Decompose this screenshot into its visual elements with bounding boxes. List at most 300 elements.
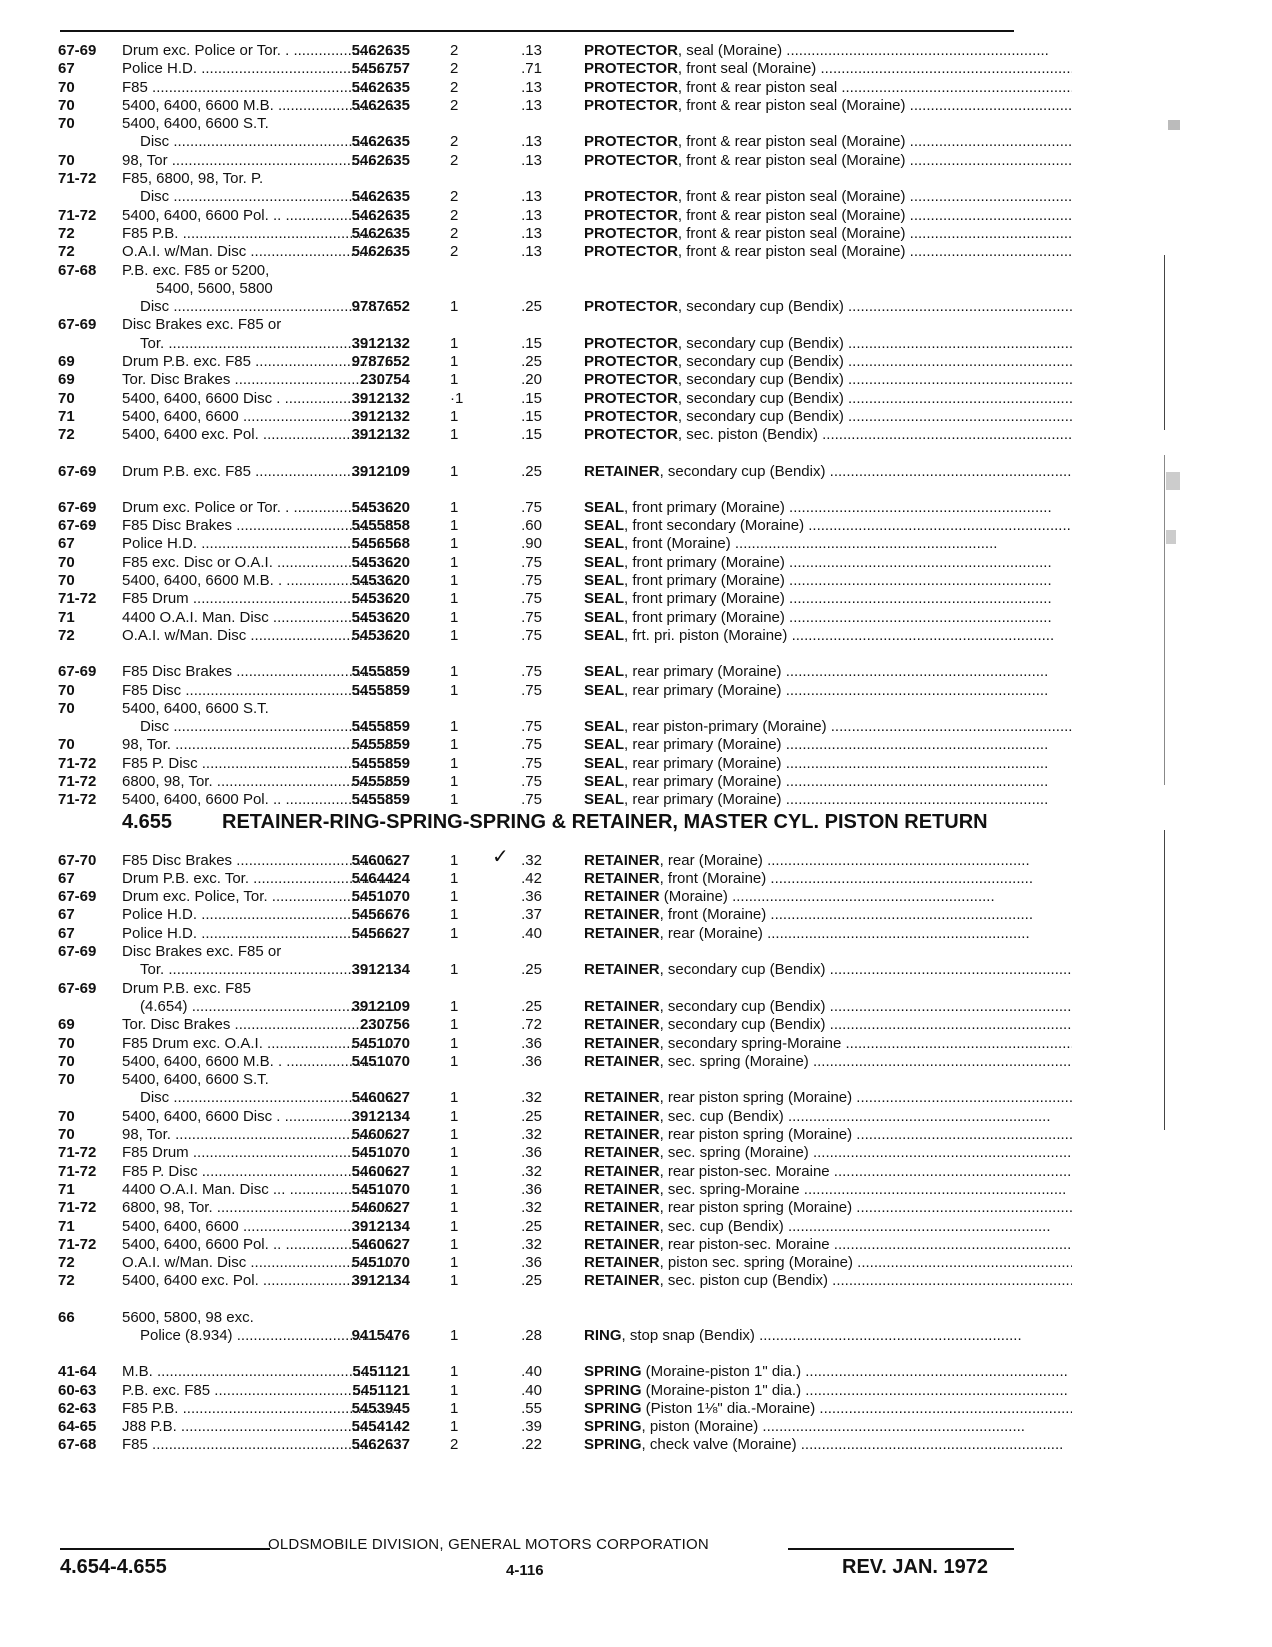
model-years: 70 [58,572,75,590]
part-name-detail: , piston sec. spring (Moraine) [659,1254,853,1272]
part-name-detail: , sec. spring (Moraine) [659,1144,809,1162]
part-name-keyword: RETAINER [584,1272,660,1290]
table-row [58,791,1018,809]
application-description: Tor. ..... [140,961,397,979]
part-number: 5462637 [351,1436,410,1454]
section-title: RETAINER-RING-SPRING-SPRING & RETAINER, MASTER CYL. PISTON RETURN [222,810,988,833]
model-years: 67 [58,60,75,78]
model-years: 70 [58,389,75,407]
application-description: Police H.D. ..... [122,925,397,943]
table-row [58,1363,1018,1381]
quantity: 1 [450,1217,459,1235]
table-row [58,1272,1018,1290]
scan-artifact-line [1164,255,1165,430]
part-number: 5462635 [351,78,410,96]
application-description: O.A.I. w/Man. Disc ..... [122,243,397,261]
part-name [584,925,1072,943]
price: .60 [521,517,542,535]
price: .40 [521,1381,542,1399]
part-number: 5453945 [351,1399,410,1417]
part-number: 3912134 [351,1107,410,1125]
quantity: 1 [450,1016,459,1034]
application-description: 5400, 6400, 6600 M.B. . ..... [122,1053,397,1071]
scan-artifact-speck [1166,472,1180,490]
table-row [58,1382,1018,1400]
application-description: F85 P.B. ..... [122,225,397,243]
model-years: 71 [58,608,75,626]
model-years: 66 [58,1308,75,1326]
table-row [58,316,1018,334]
application-description: F85 Disc ..... [122,682,397,700]
footer-section-range: 4.654-4.655 [60,1556,167,1578]
table-row [58,1254,1018,1272]
table-row [58,1418,1018,1436]
part-number: 5460627 [351,1126,410,1144]
part-name [584,188,1072,206]
part-name [584,572,1072,590]
table-row [58,499,1018,517]
application-description: Police H.D. ..... [122,60,397,78]
table-row [58,590,1018,608]
part-name [584,1218,1072,1236]
part-name [584,152,1072,170]
price: .75 [521,736,542,754]
part-number: 5451070 [351,1180,410,1198]
quantity: 2 [450,42,459,59]
application-description: 5400, 6400, 6600 S.T. [122,699,269,717]
table-row [58,1108,1018,1126]
part-name-keyword: RETAINER [584,1144,660,1162]
part-name-keyword: SEAL [584,736,625,754]
part-number: 5451070 [351,1052,410,1070]
model-years: 67-69 [58,663,97,681]
part-name-keyword: PROTECTOR [584,96,678,114]
part-name-keyword: PROTECTOR [584,426,678,444]
quantity: 2 [450,60,459,78]
model-years: 67 [58,906,75,924]
price: .32 [521,1089,542,1107]
quantity: 1 [450,517,459,535]
application-description: F85 ..... [122,1436,397,1454]
application-description: Tor. Disc Brakes ..... [122,1016,397,1034]
scan-artifact-speck [1168,120,1180,130]
part-number: 9415476 [351,1327,410,1344]
model-years: 64-65 [58,1418,97,1436]
quantity: 1 [450,663,459,681]
quantity: 1 [450,1418,459,1436]
part-name-keyword: RETAINER [584,1052,660,1070]
model-years: 71-72 [58,754,97,772]
part-name-detail: , front primary (Moraine) [624,590,785,608]
price: .22 [521,1436,542,1454]
application-description: F85 Disc Brakes ..... [122,517,397,535]
part-name [584,736,1072,754]
table-row [58,906,1018,924]
price: .55 [521,1399,542,1417]
model-years: 71-72 [58,1235,97,1253]
application-description: Drum P.B. exc. F85 ..... [122,463,397,481]
part-name [584,1418,1072,1436]
part-name [584,998,1072,1016]
model-years: 70 [58,96,75,114]
quantity: 1 [450,791,459,809]
part-name-detail: , front & rear piston seal (Moraine) [677,206,906,224]
part-number: 5456676 [351,906,410,924]
part-name-detail: , front & rear piston seal (Moraine) [677,188,906,206]
quantity: 1 [450,371,459,389]
part-name-detail: , front & rear piston seal (Moraine) [677,96,906,114]
part-name-keyword: SEAL [584,553,625,571]
part-name [584,225,1072,243]
application-description: Tor. Disc Brakes ..... [122,371,397,389]
price: .75 [521,626,542,644]
table-row [58,609,1018,627]
application-description: Drum P.B. exc. F85 [122,979,251,997]
application-description: 98, Tor ..... [122,152,397,170]
table-row [58,298,1018,316]
part-name [584,1327,1072,1345]
part-number: 5453620 [351,608,410,626]
price: .32 [521,851,542,869]
part-number: 5453620 [351,553,410,571]
model-years: 67-69 [58,517,97,535]
part-name-keyword: SEAL [584,498,625,516]
quantity: 1 [450,924,459,942]
part-name-keyword: SPRING [584,1399,642,1417]
part-name [584,1363,1072,1381]
part-name [584,1382,1072,1400]
application-description: P.B. exc. F85 or 5200, [122,261,270,279]
part-name [584,682,1072,700]
part-name-detail: , secondary spring-Moraine [659,1034,842,1052]
part-name-detail: , check valve (Moraine) [641,1436,797,1454]
table-row [58,1071,1018,1089]
price: .20 [521,371,542,389]
price: .36 [521,888,542,906]
parts-table-4-654 [58,42,1018,810]
model-years: 69 [58,371,75,389]
quantity: ·1 [450,389,464,407]
part-number: 5455859 [351,718,410,736]
table-row [58,335,1018,353]
part-number: 3912109 [351,462,410,480]
model-years: 62-63 [58,1399,97,1417]
table-row [58,97,1018,115]
price: .75 [521,572,542,590]
model-years: 71-72 [58,772,97,790]
quantity: 1 [450,1034,459,1052]
quantity: 1 [450,334,459,352]
part-name [584,371,1072,389]
part-name-keyword: SEAL [584,663,625,681]
table-row [58,535,1018,553]
table-row [58,870,1018,888]
price: .75 [521,681,542,699]
part-name-keyword: SEAL [584,517,625,535]
part-name-detail: , sec. spring-Moraine [659,1180,800,1198]
price: .25 [521,462,542,480]
price: .25 [521,1107,542,1125]
footer-rule-right [788,1548,1014,1550]
price: .13 [521,96,542,114]
part-name-detail: , rear piston spring (Moraine) [659,1126,853,1144]
part-name [584,97,1072,115]
quantity: 1 [450,772,459,790]
quantity: 1 [450,997,459,1015]
application-description: F85 P.B. ..... [122,1400,397,1418]
part-name-detail: , secondary cup (Bendix) [677,334,844,352]
part-name [584,791,1072,809]
part-name [584,42,1072,60]
part-number: 5453620 [351,498,410,516]
table-row [58,1126,1018,1144]
quantity: 1 [450,535,459,553]
part-number: 5451121 [352,1381,410,1399]
application-description: Disc ..... [140,133,397,151]
quantity: 2 [450,133,459,151]
part-name-keyword: RETAINER [584,851,660,869]
part-name-detail: , secondary cup (Bendix) [659,997,826,1015]
price: .75 [521,791,542,809]
table-row [58,79,1018,97]
part-name-detail: , frt. pri. piston (Moraine) [624,626,788,644]
model-years: 67-69 [58,42,97,59]
table-row [58,1181,1018,1199]
part-name [584,335,1072,353]
part-name-keyword: SEAL [584,718,625,736]
quantity: 1 [450,718,459,736]
part-number: 5454142 [351,1418,410,1436]
part-name-detail: , front seal (Moraine) [677,60,817,78]
part-name-detail: , front primary (Moraine) [624,572,785,590]
price: .40 [521,1363,542,1381]
table-row [58,517,1018,535]
part-name [584,499,1072,517]
price: .37 [521,906,542,924]
part-name [584,1144,1072,1162]
part-name-detail: , rear primary (Moraine) [624,663,782,681]
application-description: 5600, 5800, 98 exc. [122,1308,254,1326]
table-row [58,170,1018,188]
model-years: 67-68 [58,261,97,279]
application-description: F85 Drum ..... [122,1144,397,1162]
quantity: 1 [450,1399,459,1417]
part-number: 230754 [359,371,410,389]
quantity: 1 [450,1107,459,1125]
quantity: 1 [450,869,459,887]
part-name-keyword: PROTECTOR [584,407,678,425]
quantity: 2 [450,78,459,96]
part-number: 5455858 [351,517,410,535]
application-description: O.A.I. w/Man. Disc ..... [122,627,397,645]
part-name-detail: , rear primary (Moraine) [624,736,782,754]
part-number: 5451070 [351,888,410,906]
model-years: 72 [58,224,75,242]
model-years: 70 [58,151,75,169]
price: .36 [521,1052,542,1070]
part-name [584,298,1072,316]
quantity: 1 [450,1199,459,1217]
handwritten-checkmark: ✓ [492,845,509,868]
application-description: F85, 6800, 98, Tor. P. [122,170,264,188]
quantity: 1 [450,888,459,906]
quantity: 1 [450,1327,459,1344]
model-years: 71-72 [58,1199,97,1217]
application-description: 5400, 6400 exc. Pol. ..... [122,426,397,444]
part-name-detail: , rear piston-sec. Moraine [659,1162,830,1180]
price: .13 [521,243,542,261]
part-name-keyword: PROTECTOR [584,133,678,151]
price: .75 [521,754,542,772]
part-name-detail: , rear primary (Moraine) [624,754,782,772]
table-row [58,390,1018,408]
application-description: F85 P. Disc ..... [122,755,397,773]
part-number: 5455859 [351,791,410,809]
footer-corporation: OLDSMOBILE DIVISION, GENERAL MOTORS CORPORATION [268,1536,709,1553]
price: .25 [521,1272,542,1290]
application-description: Drum exc. Police, Tor. ..... [122,888,397,906]
quantity: 1 [450,906,459,924]
table-row [58,845,1018,870]
scan-artifact-line [1164,455,1165,785]
part-name [584,535,1072,553]
part-name-keyword: RETAINER [584,1235,660,1253]
model-years: 72 [58,1272,75,1290]
part-name-detail: , piston (Moraine) [641,1418,759,1436]
part-name-detail: , sec. spring (Moraine) [659,1052,809,1070]
price: .15 [521,389,542,407]
part-number: 5460627 [351,851,410,869]
price: .36 [521,1034,542,1052]
application-description: J88 P.B. ..... [122,1418,397,1436]
part-name-keyword: SEAL [584,681,625,699]
part-name-keyword: RETAINER [584,888,660,906]
table-row [58,1199,1018,1217]
model-years: 70 [58,699,75,717]
part-number: 5456568 [351,535,410,553]
part-name-keyword: RETAINER [584,961,660,979]
parts-listing [58,42,1018,1455]
part-name-keyword: PROTECTOR [584,206,678,224]
part-number: 5455859 [351,736,410,754]
part-name [584,852,1072,870]
table-row [58,925,1018,943]
part-number: 5460627 [351,1162,410,1180]
model-years: 70 [58,1126,75,1144]
section-heading [58,810,1018,852]
part-name-keyword: RETAINER [584,1126,660,1144]
quantity: 1 [450,1381,459,1399]
model-years: 71-72 [58,1162,97,1180]
part-number: 3912134 [351,1272,410,1290]
part-name-keyword: RETAINER [584,869,660,887]
quantity: 2 [450,188,459,206]
application-description: Police H.D. ..... [122,535,397,553]
part-name-keyword: PROTECTOR [584,371,678,389]
part-name [584,1053,1072,1071]
table-row [58,682,1018,700]
part-number: 5451070 [351,1254,410,1272]
part-name [584,1126,1072,1144]
application-description: 5400, 6400, 6600 M.B. . ..... [122,572,397,590]
model-years: 71-72 [58,1144,97,1162]
part-name-keyword: SPRING [584,1363,642,1381]
part-number: 3912132 [351,407,410,425]
quantity: 1 [450,572,459,590]
table-row [58,115,1018,133]
part-name-detail: (Moraine-piston 1" dia.) [641,1381,802,1399]
quantity: 1 [450,426,459,444]
application-description: F85 Drum exc. O.A.I. ..... [122,1035,397,1053]
part-name [584,207,1072,225]
part-number: 5462635 [351,42,410,59]
model-years: 71 [58,407,75,425]
table-row [58,1309,1018,1327]
model-years: 72 [58,243,75,261]
application-description: 6800, 98, Tor. ..... [122,1199,397,1217]
part-name [584,554,1072,572]
table-row [58,1218,1018,1236]
part-name-detail: , front (Moraine) [624,535,731,553]
table-row [58,207,1018,225]
table-row [58,243,1018,261]
quantity: 1 [450,1363,459,1381]
part-name [584,426,1072,444]
application-description: 5400, 6400, 6600 M.B. ..... [122,97,397,115]
application-description: Drum P.B. exc. F85 ..... [122,353,397,371]
table-row [58,943,1018,961]
model-years: 71 [58,1217,75,1235]
footer-rule-left [60,1548,270,1550]
table-row [58,60,1018,78]
table-row [58,1144,1018,1162]
part-name-keyword: RETAINER [584,1016,660,1034]
part-name [584,1254,1072,1272]
price: .75 [521,663,542,681]
part-number: 5462635 [351,243,410,261]
part-name [584,1236,1072,1254]
model-years: 60-63 [58,1381,97,1399]
part-name-keyword: PROTECTOR [584,42,678,59]
part-name [584,870,1072,888]
part-name-keyword: RETAINER [584,1199,660,1217]
part-number: 5462635 [351,133,410,151]
model-years: 70 [58,78,75,96]
part-name-detail: , front (Moraine) [659,869,767,887]
application-description: 5400, 6400, 6600 Pol. .. ..... [122,1236,397,1254]
price: .72 [521,1016,542,1034]
model-years: 67-68 [58,1436,97,1454]
model-years: 70 [58,681,75,699]
price: .75 [521,772,542,790]
table-row [58,755,1018,773]
part-name [584,1181,1072,1199]
part-name-detail: , rear piston-sec. Moraine [659,1235,830,1253]
model-years: 67 [58,535,75,553]
quantity: 1 [450,1180,459,1198]
table-row [58,700,1018,718]
table-row [58,426,1018,444]
table-row [58,371,1018,389]
part-name [584,463,1072,481]
section-number: 4.655 [122,810,173,833]
application-description: F85 Disc Brakes ..... [122,852,397,870]
price: .32 [521,1126,542,1144]
table-row [58,961,1018,979]
quantity: 1 [450,1272,459,1290]
part-name-detail: , secondary cup (Bendix) [677,298,844,316]
part-name-detail: , secondary cup (Bendix) [659,1016,826,1034]
